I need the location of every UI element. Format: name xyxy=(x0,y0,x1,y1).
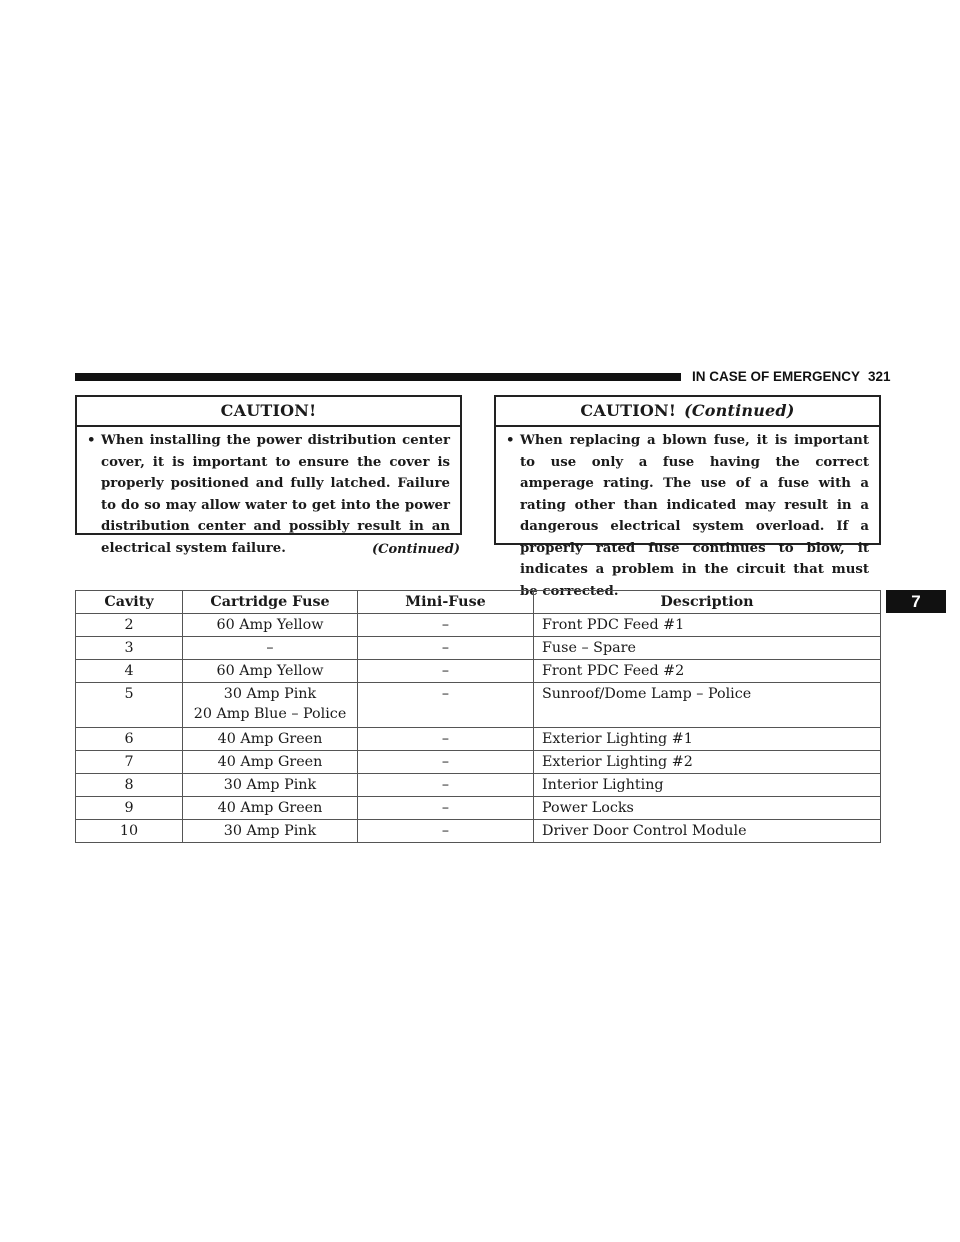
cell-cartridge: 40 Amp Green xyxy=(183,797,358,820)
cell-mini: – xyxy=(358,751,534,774)
cell-description: Front PDC Feed #2 xyxy=(534,660,881,683)
table-row xyxy=(76,683,881,728)
cell-cavity: 9 xyxy=(76,797,183,820)
cell-cavity: 3 xyxy=(76,637,183,660)
cell-mini: – xyxy=(358,660,534,683)
cell-description: Interior Lighting xyxy=(534,774,881,797)
cell-description: Exterior Lighting #2 xyxy=(534,751,881,774)
cell-cartridge: 60 Amp Yellow xyxy=(183,660,358,683)
cell-cartridge: – xyxy=(183,637,358,660)
cell-description: Power Locks xyxy=(534,797,881,820)
cell-description: Front PDC Feed #1 xyxy=(534,614,881,637)
table-row xyxy=(76,774,881,797)
cell-cartridge: 60 Amp Yellow xyxy=(183,614,358,637)
cell-cartridge-line1: 30 Amp Pink xyxy=(223,686,317,702)
chapter-tab: 7 xyxy=(886,590,946,613)
cell-mini: – xyxy=(358,797,534,820)
cell-cavity: 4 xyxy=(76,660,183,683)
cell-mini: – xyxy=(358,728,534,751)
cell-cartridge: 40 Amp Green xyxy=(183,751,358,774)
cell-description: Driver Door Control Module xyxy=(534,820,881,843)
cell-mini: – xyxy=(358,774,534,797)
caution-text: When installing the power distribution center cover, it is important to ensure the cover is properly positioned and fully latched. Failure to do so may allow water to get into the power distribution center and possibly result in an electrical system failure. xyxy=(101,433,450,556)
cell-mini: – xyxy=(358,637,534,660)
cell-cavity: 5 xyxy=(76,683,183,728)
caution-body xyxy=(496,427,879,608)
table-row xyxy=(76,637,881,660)
table-row xyxy=(76,728,881,751)
cell-cartridge: 40 Amp Green xyxy=(183,728,358,751)
cell-description: Exterior Lighting #1 xyxy=(534,728,881,751)
caution-title-continued: (Continued) xyxy=(684,401,795,420)
cell-description: Fuse – Spare xyxy=(534,637,881,660)
caution-text: When replacing a blown fuse, it is important to use only a fuse having the correct amperage rating. The use of a fuse with a rating other than indicated may result in a dangerous electrical system overload. If a properly rated fuse continues to blow, it indicates a problem in the circuit that must be corrected. xyxy=(520,433,869,599)
cell-description: Sunroof/Dome Lamp – Police xyxy=(534,683,881,728)
cell-mini: – xyxy=(358,614,534,637)
table-row xyxy=(76,660,881,683)
fuse-table xyxy=(75,590,881,843)
continued-note: (Continued) xyxy=(372,542,460,557)
cell-cartridge-line2: 20 Amp Blue – Police xyxy=(193,706,347,722)
caution-title-text: CAUTION! xyxy=(580,401,677,420)
header-description: Description xyxy=(534,591,881,614)
table-row xyxy=(76,820,881,843)
cell-cavity: 8 xyxy=(76,774,183,797)
cell-cavity: 7 xyxy=(76,751,183,774)
bullet-marker: • xyxy=(506,433,515,448)
running-header xyxy=(692,368,891,386)
caution-box-right xyxy=(494,395,881,599)
table-row xyxy=(76,797,881,820)
caution-title xyxy=(496,397,879,427)
table-row xyxy=(76,614,881,637)
cell-cavity: 6 xyxy=(76,728,183,751)
header-mini-fuse: Mini-Fuse xyxy=(358,591,534,614)
cell-cartridge: 30 Amp Pink xyxy=(183,820,358,843)
section-title: IN CASE OF EMERGENCY xyxy=(692,369,861,384)
cell-mini: – xyxy=(358,683,534,728)
bullet-marker: • xyxy=(87,433,96,448)
page-number: 321 xyxy=(868,369,891,384)
cell-cavity: 10 xyxy=(76,820,183,843)
cell-cartridge: 30 Amp Pink xyxy=(183,774,358,797)
header-rule xyxy=(75,373,681,381)
caution-title xyxy=(77,397,460,427)
cell-cartridge xyxy=(183,683,358,728)
table-row xyxy=(76,751,881,774)
caution-title-text: CAUTION! xyxy=(220,401,317,420)
cell-mini: – xyxy=(358,820,534,843)
cell-cavity: 2 xyxy=(76,614,183,637)
header-cavity: Cavity xyxy=(76,591,183,614)
table-header-row xyxy=(76,591,881,614)
header-cartridge-fuse: Cartridge Fuse xyxy=(183,591,358,614)
